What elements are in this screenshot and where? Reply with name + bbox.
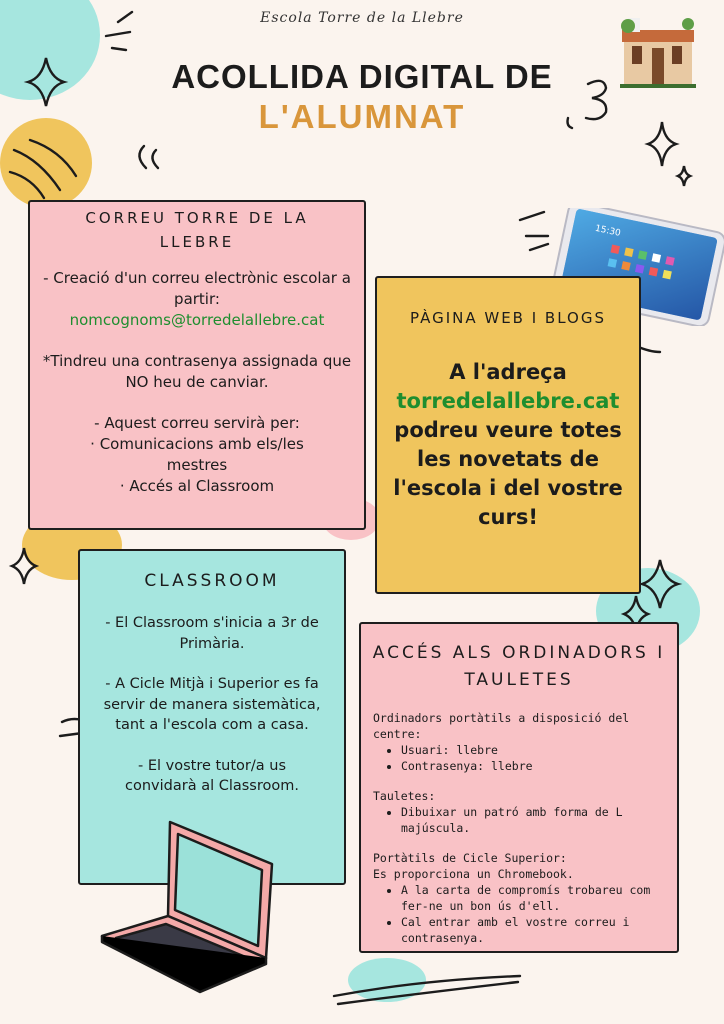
acces-superior-heading: Portàtils de Cicle Superior: (373, 851, 567, 865)
classroom-body (80, 593, 344, 797)
web-title: PÀGINA WEB I BLOGS (409, 309, 606, 327)
acces-title: ACCÉS ALS ORDINADORS I TAULETES (372, 643, 666, 690)
correu-title: CORREU TORRE DE LA LLEBRE (85, 209, 309, 251)
acces-tablets-item: • Dibuixar un patró amb forma de L majúscula. (401, 804, 667, 836)
acces-body (361, 694, 677, 946)
sparkle-icon (12, 548, 36, 584)
classroom-item2: - A Cicle Mitjà i Superior es fa servir de manera sistemàtica, tant a l'escola com a casa. (103, 676, 321, 733)
acces-superior-item1: • A la carta de compromís trobareu com fer-ne un bon ús d'ell. (401, 882, 667, 914)
correu-card (28, 200, 366, 530)
school-building-icon (618, 12, 698, 90)
correu-use-item2: · Accés al Classroom (119, 477, 275, 495)
school-name: Escola Torre de la Llebre (260, 10, 464, 26)
acces-laptops-password: • Contrasenya: llebre (401, 758, 667, 774)
classroom-title: CLASSROOM (144, 571, 280, 591)
correu-password-note: *Tindreu una contrasenya assignada que NO heu de canviar. (42, 352, 352, 391)
acces-laptops-heading: Ordinadors portàtils a disposició del centre: (373, 711, 630, 741)
web-url-link[interactable]: torredelallebre.cat (396, 389, 620, 413)
classroom-item3: - El vostre tutor/a us convidarà al Classroom. (125, 757, 299, 794)
correu-email-format: nomcognoms@torredelallebre.cat (69, 311, 325, 329)
correu-body (30, 254, 364, 497)
laptop-illustration (98, 818, 280, 1000)
classroom-item1: - El Classroom s'inicia a 3r de Primària. (105, 615, 319, 652)
correu-creation: - Creació d'un correu electrònic escolar a partir: (43, 269, 351, 308)
acces-laptops-user: • Usuari: llebre (401, 742, 667, 758)
page-title-line1: ACOLLIDA DIGITAL DE (171, 58, 553, 95)
web-card (375, 276, 641, 594)
correu-use-item1: · Comunicacions amb els/les mestres (90, 435, 304, 474)
acces-superior-item2: • Cal entrar amb el vostre correu i contrasenya. (401, 914, 667, 946)
page-title-line2: L'ALUMNAT (258, 98, 466, 135)
web-body (377, 330, 639, 532)
acces-card (359, 622, 679, 953)
web-line1: A l'adreça (449, 360, 567, 384)
sparkle-icon (642, 560, 678, 608)
web-line2: podreu veure totes les novetats de l'escola i del vostre curs! (393, 418, 623, 529)
correu-use-intro: - Aquest correu servirà per: (94, 414, 300, 432)
tablet-clock: 15:30 (594, 223, 622, 239)
acces-tablets-heading: Tauletes: (373, 789, 436, 803)
acces-superior-intro: Es proporciona un Chromebook. (373, 867, 574, 881)
